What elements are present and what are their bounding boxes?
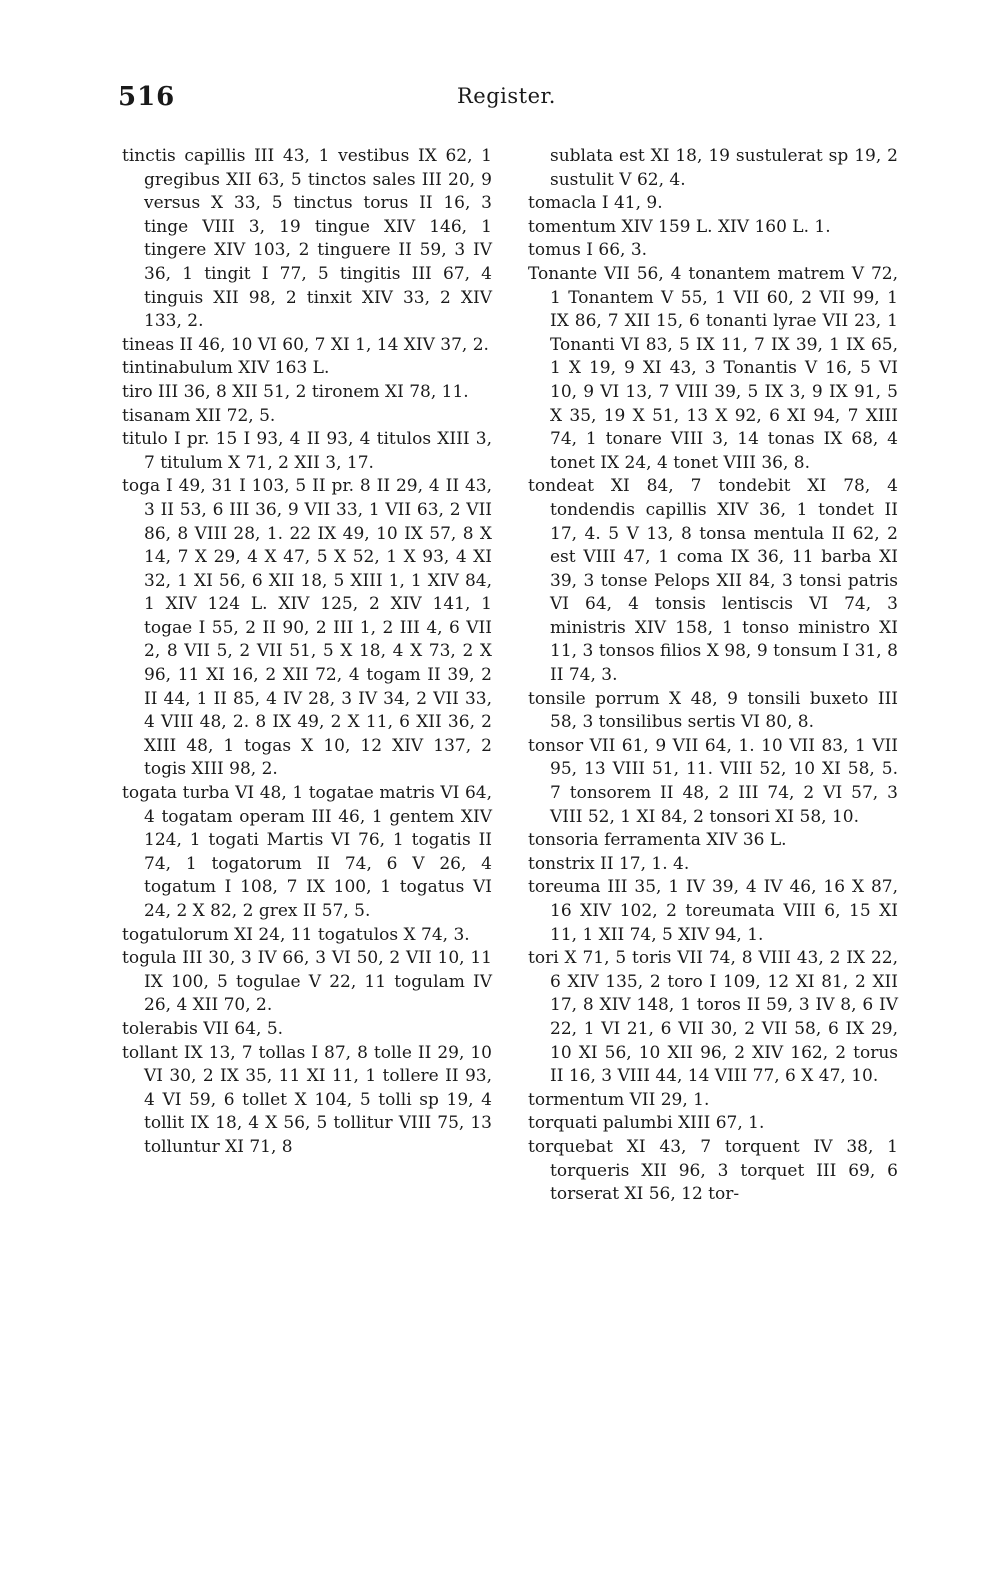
index-entry: togata turba VI 48, 1 togatae matris VI 64, 4 togatam operam III 46, 1 gentem XIV 124, 1 togati Martis VI 76, 1 togatis II 74, 1 togatorum II 74, 6 V 26, 4 togatum I 108, 7 IX 100, 1 togatus VI 24, 2 X 82, 2 grex II 57, 5. [122,783,492,921]
index-entry: Tonante VII 56, 4 tonantem matrem V 72, 1 Tonantem V 55, 1 VII 60, 2 VII 99, 1 IX 86, 7 XII 15, 6 tonanti lyrae VII 23, 1 Tonanti VI 83, 5 IX 11, 7 IX 39, 1 IX 65, 1 X 19, 9 XI 43, 3 Tonantis V 16, 5 VI 10, 9 VI 13, 7 VIII 39, 5 IX 3, 9 IX 91, 5 X 35, 19 X 51, 13 X 92, 6 XI 94, 7 XIII 74, 1 tonare VIII 3, 14 tonas IX 68, 4 tonet IX 24, 4 tonet VIII 36, 8. [528,263,898,473]
index-entry: tolerabis VII 64, 5. [122,1018,284,1039]
page-header [0,82,1000,122]
index-entry: tineas II 46, 10 VI 60, 7 XI 1, 14 XIV 37, 2. [122,334,489,355]
index-column-left [122,145,492,1160]
index-entry: togatulorum XI 24, 11 togatulos X 74, 3. [122,924,470,945]
index-entry: tomentum XIV 159 L. XIV 160 L. 1. [528,216,831,237]
index-entry: tisanam XII 72, 5. [122,405,276,426]
index-entry: tonsile porrum X 48, 9 tonsili buxeto III 58, 3 tonsilibus sertis VI 80, 8. [528,688,898,733]
index-entry: tori X 71, 5 toris VII 74, 8 VIII 43, 2 IX 22, 6 XIV 135, 2 toro I 109, 12 XI 81, 2 XII 17, 8 XIV 148, 1 toros II 59, 3 IV 8, 6 IV 22, 1 VI 21, 6 VII 30, 2 VII 58, 6 IX 29, 10 XI 56, 10 XII 96, 2 XIV 162, 2 torus II 16, 3 VIII 44, 14 VIII 77, 6 X 47, 10. [528,948,898,1087]
index-entry: tonsoria ferramenta XIV 36 L. [528,830,787,851]
index-entry: toga I 49, 31 I 103, 5 II pr. 8 II 29, 4 II 43, 3 II 53, 6 III 36, 9 VII 33, 1 VII 63, 2 VII 86, 8 VIII 28, 1. 22 IX 49, 10 IX 57, 8 X 14, 7 X 29, 4 X 47, 5 X 52, 1 X 93, 4 XI 32, 1 XI 56, 6 XII 18, 5 XIII 1, 1 XIV 84, 1 XIV 124 L. XIV 125, 2 XIV 141, 1 togae I 55, 2 II 90, 2 III 1, 2 III 4, 6 VII 2, 8 VII 5, 2 VII 51, 5 X 18, 4 X 73, 2 X 96, 11 XI 16, 2 XII 72, 4 togam II 39, 2 II 44, 1 II 85, 4 IV 28, 3 IV 34, 2 VII 33, 4 VIII 48, 2. 8 IX 49, 2 X 11, 6 XII 36, 2 XIII 48, 1 togas X 10, 12 XIV 137, 2 togis XIII 98, 2. [122,476,492,780]
index-entry: tomus I 66, 3. [528,240,648,261]
index-entry: titulo I pr. 15 I 93, 4 II 93, 4 titulos XIII 3, 7 titulum X 71, 2 XII 3, 17. [122,429,492,473]
page-number: 516 [118,82,176,112]
index-entry: tondeat XI 84, 7 tondebit XI 78, 4 tondendis capillis XIV 36, 1 tondet II 17, 4. 5 V 13, 8 tonsa mentula II 62, 2 est VIII 47, 1 coma IX 36, 11 barba XI 39, 3 tonse Pelops XII 84, 3 tonsi patris VI 64, 4 tonsis lentiscis VI 74, 3 ministris XIV 158, 1 tonso ministro XI 11, 3 tonsos filios X 98, 9 tonsum I 31, 8 II 74, 3. [528,476,898,686]
index-entry: tonstrix II 17, 1. 4. [528,853,690,874]
index-entry: toreuma III 35, 1 IV 39, 4 IV 46, 16 X 87, 16 XIV 102, 2 toreumata VIII 6, 15 XI 11, 1 XII 74, 5 XIV 94, 1. [528,877,898,945]
page-title: Register. [457,84,556,108]
index-entry: tiro III 36, 8 XII 51, 2 tironem XI 78, 11. [122,381,469,402]
index-entry: togula III 30, 3 IV 66, 3 VI 50, 2 VII 10, 11 IX 100, 5 togulae V 22, 11 togulam IV 26, 4 XII 70, 2. [122,948,492,1016]
index-entry: torquati palumbi XIII 67, 1. [528,1113,765,1134]
index-entry: tintinabulum XIV 163 L. [122,358,330,379]
index-column-right [528,145,898,1207]
index-entry: tormentum VII 29, 1. [528,1089,710,1110]
index-entry-continuation: sublata est XI 18, 19 sustulerat sp 19, 2 sustulit V 62, 4. [550,146,898,190]
index-entry: tonsor VII 61, 9 VII 64, 1. 10 VII 83, 1 VII 95, 13 VIII 51, 11. VIII 52, 10 XI 58, 5. 7 tonsorem II 48, 2 III 74, 2 VI 57, 3 VIII 52, 1 XI 84, 2 tonsori XI 58, 10. [528,735,898,827]
index-entry: torquebat XI 43, 7 torquent IV 38, 1 torqueris XII 96, 3 torquet III 69, 6 torserat XI 56, 12 tor- [528,1136,898,1205]
index-entry: tollant IX 13, 7 tollas I 87, 8 tolle II 29, 10 VI 30, 2 IX 35, 11 XI 11, 1 tollere II 93, 4 VI 59, 6 tollet X 104, 5 tolli sp 19, 4 tollit IX 18, 4 X 56, 5 tollitur VIII 75, 13 tolluntur XI 71, 8 [122,1042,492,1157]
index-entry: tomacla I 41, 9. [528,193,663,214]
index-entry: tinctis capillis III 43, 1 vestibus IX 62, 1 gregibus XII 63, 5 tinctos sales III 20, 9 versus X 33, 5 tinctus torus II 16, 3 tinge VIII 3, 19 tingue XIV 146, 1 tingere XIV 103, 2 tinguere II 59, 3 IV 36, 1 tingit I 77, 5 tingitis III 67, 4 tinguis XII 98, 2 tinxit XIV 33, 2 XIV 133, 2. [122,146,492,332]
